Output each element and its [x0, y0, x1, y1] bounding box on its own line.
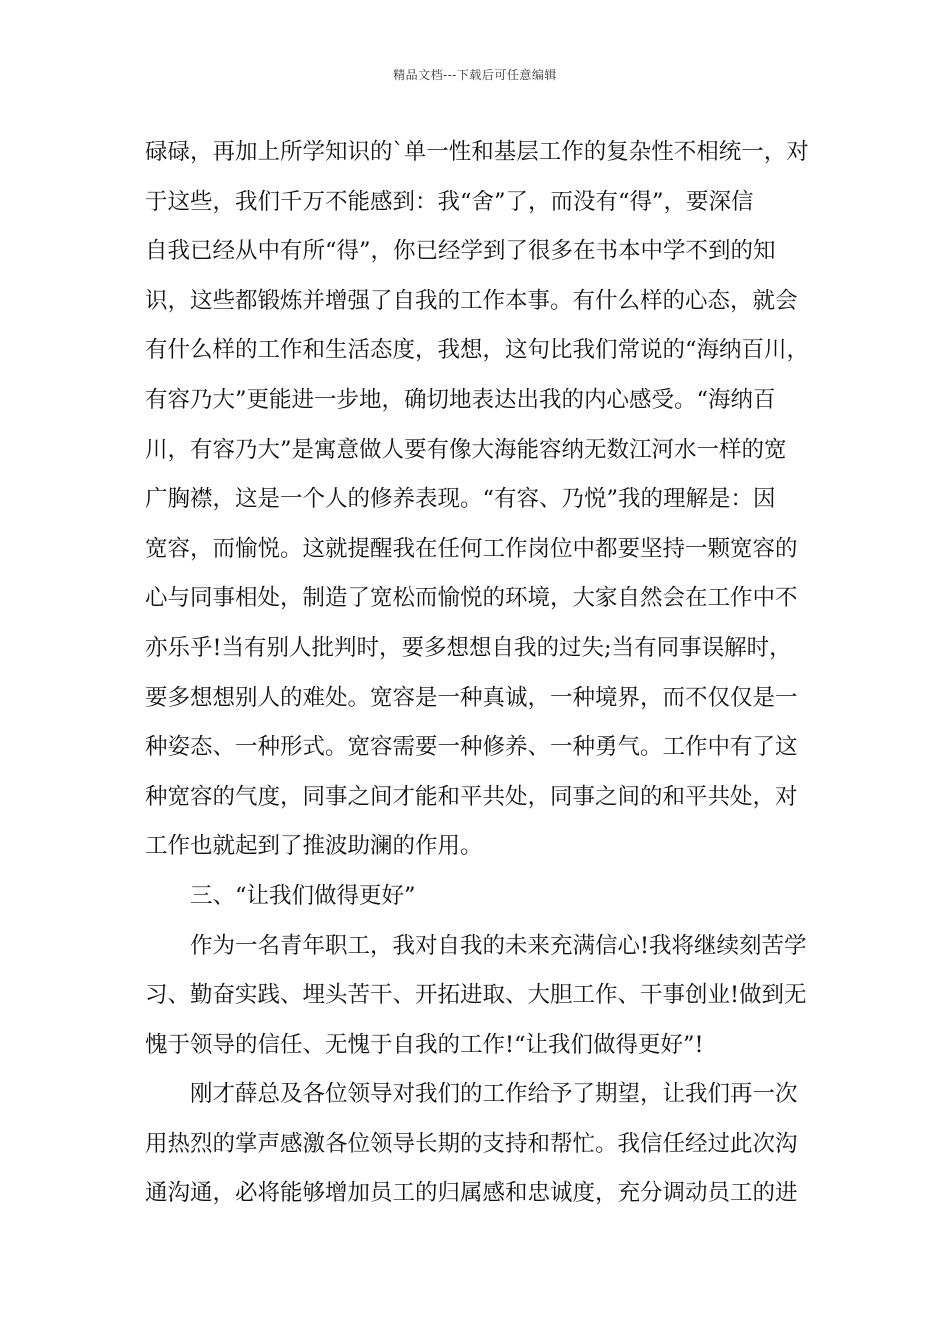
- text-line: 作为一名青年职工，我对自我的未来充满信心!我将继续刻苦学: [190, 932, 807, 959]
- text-line: 广胸襟，这是一个人的修养表现。“有容、乃悦”我的理解是：因: [145, 486, 776, 513]
- text-line: 川，有容乃大”是寓意做人要有像大海能容纳无数江河水一样的宽: [145, 436, 787, 463]
- text-line: 通沟通，必将能够增加员工的归属感和忠诚度，充分调动员工的进: [145, 1180, 798, 1207]
- text-line: 工作也就起到了推波助澜的作用。: [145, 833, 483, 860]
- text-line: 有容乃大”更能进一步地，确切地表达出我的内心感受。“海纳百: [145, 386, 776, 413]
- text-line: 有什么样的工作和生活态度，我想，这句比我们常说的“海纳百川，: [145, 337, 810, 364]
- text-line: 亦乐乎!当有别人批判时，要多想想自我的过失;当有同事误解时，: [145, 634, 792, 661]
- text-line: 识，这些都锻炼并增强了自我的工作本事。有什么样的心态，就会: [145, 287, 798, 314]
- text-line: 刚才薛总及各位领导对我们的工作给予了期望，让我们再一次: [190, 1081, 798, 1108]
- text-line: 于这些，我们千万不能感到：我“舍”了，而没有“得”，要深信: [145, 188, 754, 215]
- text-line: 要多想想别人的难处。宽容是一种真诚，一种境界，而不仅仅是一: [145, 684, 798, 711]
- text-line: 碌碌，再加上所学知识的`单一性和基层工作的复杂性不相统一，对: [145, 139, 809, 165]
- section-heading: 三、“让我们做得更好”: [190, 882, 416, 909]
- text-line: 愧于领导的信任、无愧于自我的工作!“让我们做得更好”!: [145, 1031, 704, 1058]
- text-line: 种宽容的气度，同事之间才能和平共处，同事之间的和平共处，对: [145, 783, 798, 810]
- text-line: 种姿态、一种形式。宽容需要一种修养、一种勇气。工作中有了这: [145, 734, 798, 761]
- text-line: 宽容，而愉悦。这就提醒我在任何工作岗位中都要坚持一颗宽容的: [145, 535, 798, 562]
- text-line: 自我已经从中有所“得”，你已经学到了很多在书本中学不到的知: [145, 238, 776, 265]
- text-line: 习、勤奋实践、埋头苦干、开拓进取、大胆工作、干事创业!做到无: [145, 982, 807, 1009]
- page-header: 精品文档---下载后可任意编辑: [393, 68, 557, 82]
- text-line: 心与同事相处，制造了宽松而愉悦的环境，大家自然会在工作中不: [145, 585, 798, 612]
- document-body: [145, 128, 810, 1219]
- text-line: 用热烈的掌声感激各位领导长期的支持和帮忙。我信任经过此次沟: [145, 1130, 798, 1157]
